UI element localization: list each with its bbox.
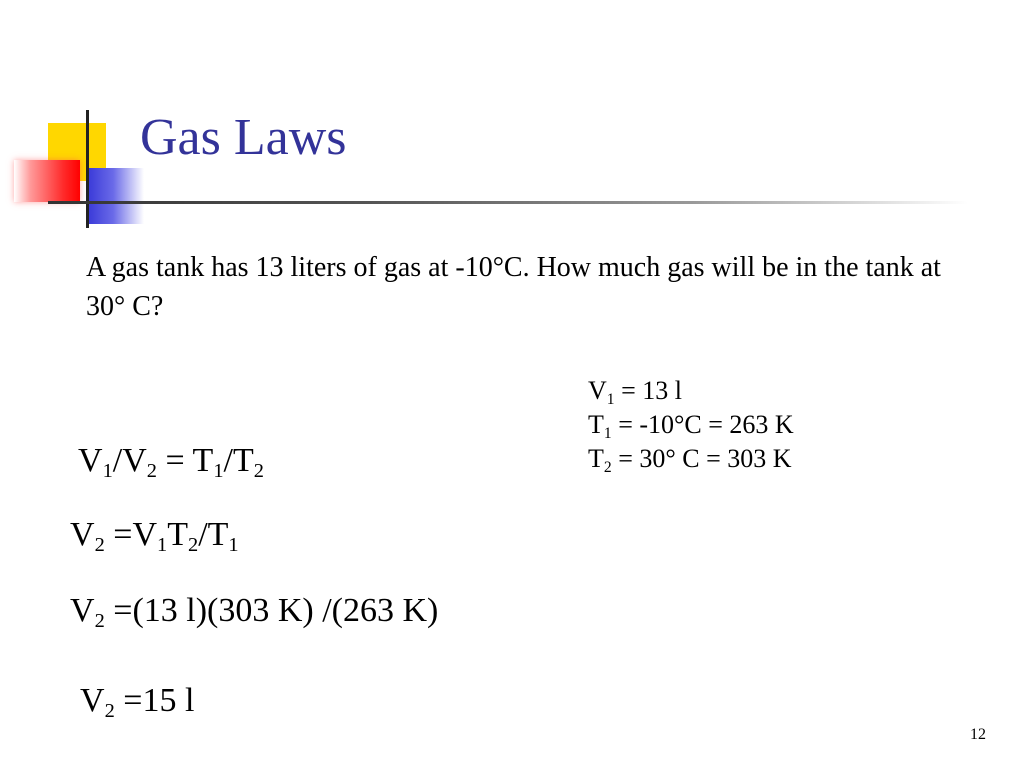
given-v1: $V_1 = 13$ l	[588, 376, 682, 408]
given-t1: $T_1 = -10^\circ C = 263$ K	[588, 410, 794, 442]
vertical-rule	[86, 110, 89, 228]
given-t2: $T_2 = 30^\circ$ C = 303 K	[588, 444, 792, 476]
red-square-decoration	[14, 160, 80, 202]
blue-square-decoration	[88, 168, 144, 224]
problem-statement: A gas tank has 13 liters of gas at -10°C. How much gas will be in the tank at 30° C?	[86, 252, 941, 322]
equation-substitution: $V_2 =(13$ l)(303 K) /(263 K)	[70, 592, 439, 633]
title-underline-rule	[48, 201, 968, 204]
equation-charles-law: $V_1/V_2 = T_1/T_2$	[78, 442, 264, 483]
equation-answer: $V_2 =15$ l	[80, 682, 195, 723]
slide-title: Gas Laws	[140, 109, 347, 166]
equation-solve-v2: $V_2 =V_1T_2/T_1$	[70, 516, 239, 557]
given-values	[588, 374, 794, 476]
page-number: 12	[970, 726, 986, 743]
